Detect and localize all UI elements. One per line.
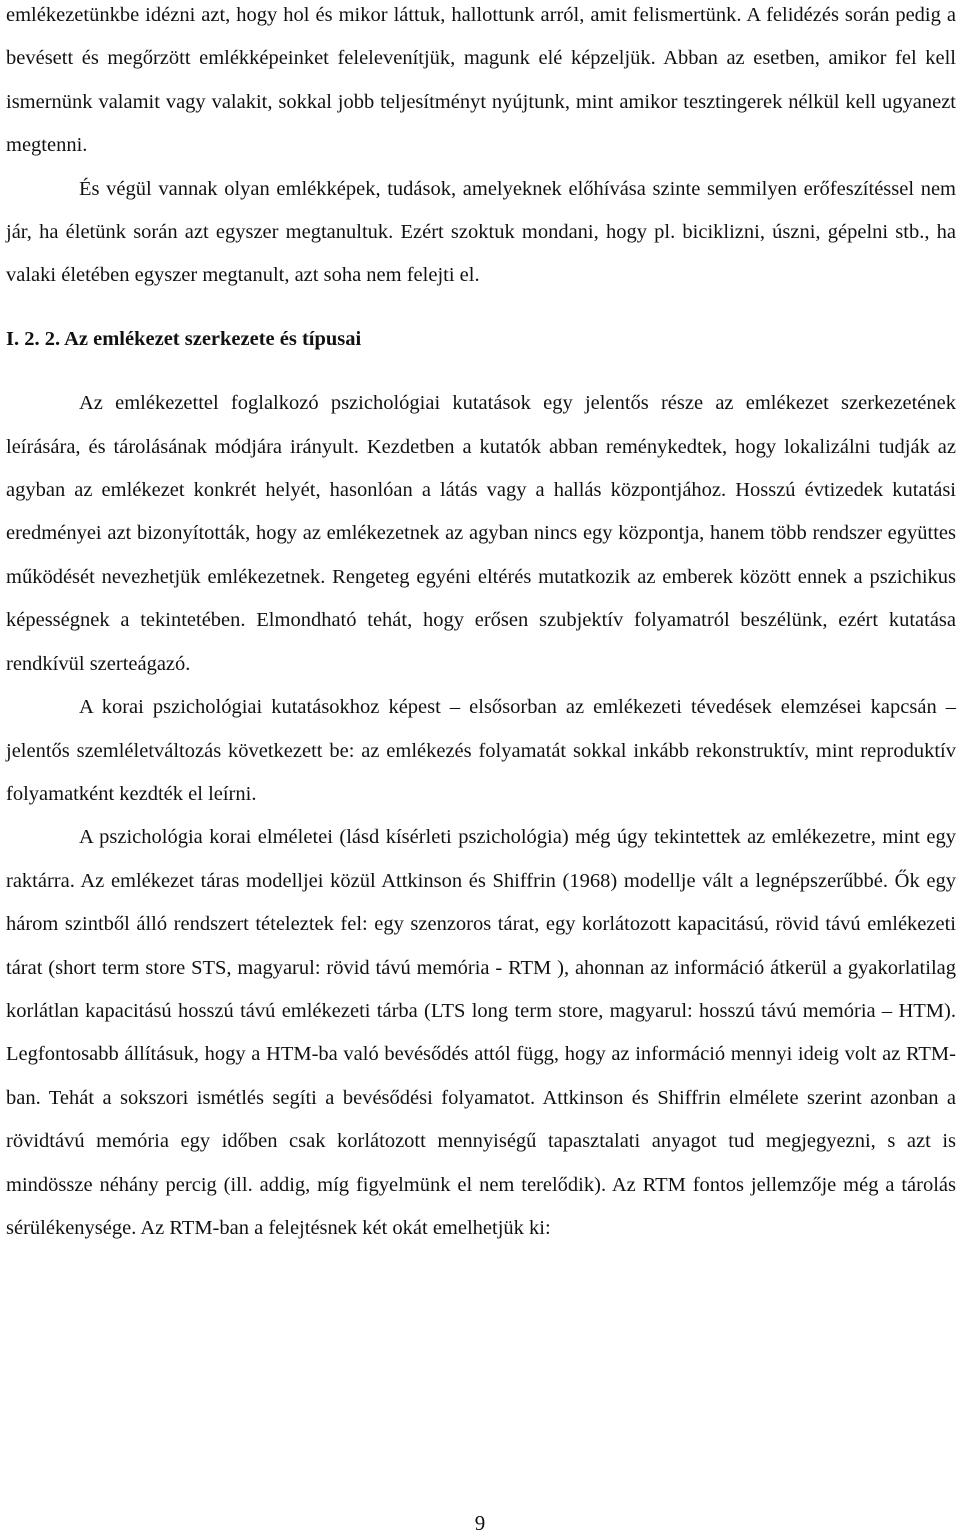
paragraph-recall-recognition: emlékezetünkbe idézni azt, hogy hol és mikor láttuk, hallottunk arról, amit felismertünk. A felidézés során pedig a bevésett és megőrzött emlékképeinket felelevenítjük, magunk elé képzeljük. Abban az esetben, amikor fel kell ismernünk valamit vagy valakit, sokkal jobb teljesítményt nyújtunk, mint amikor tesztingerek nélkül kell ugyanezt megtenni.	[6, 4, 956, 157]
paragraph-memory-structure: Az emlékezettel foglalkozó pszichológiai kutatások egy jelentős része az emlékezet szerkezetének leírására, és tárolásának módjára irányult. Kezdetben a kutatók abban reménykedtek, hogy lokalizálni tudják az agyban az emlékezet konkrét helyét, hasonlóan a látás vagy a hallás központjához. Hosszú évtizedek kutatási eredményei azt bizonyították, hogy az emlékezetnek az agyban nincs egy központja, hanem több rendszer együttes működését nevezhetjük emlékezetnek. Rengeteg egyéni eltérés mutatkozik az emberek között ennek a pszichikus képességnek a tekintetében. Elmondható tehát, hogy erősen szubjektív folyamatról beszélünk, ezért kutatása rendkívül szerteágazó.	[6, 392, 956, 675]
paragraph-store-models: A pszichológia korai elméletei (lásd kísérleti pszichológia) még úgy tekintettek az emlékezetre, mint egy raktárra. Az emlékezet táras modelljei közül Attkinson és Shiffrin (1968) modellje vált a legnépszerűbbé. Ők egy három szintből álló rendszert tételeztek fel: egy szenzoros tárat, egy korlátozott kapacitású, rövid távú emlékezeti tárat (short term store STS, magyarul: rövid távú memória - RTM ), ahonnan az információ átkerül a gyakorlatilag korlátlan kapacitású hosszú távú emlékezeti tárba (LTS long term store, magyarul: hosszú távú memória – HTM). Legfontosabb állításuk, hogy a HTM-ba való bevésődés attól függ, hogy az információ mennyi ideig volt az RTM-ban. Tehát a sokszori ismétlés segíti a bevésődési folyamatot. Attkinson és Shiffrin elmélete szerint azonban a rövidtávú memória egy időben csak korlátozott mennyiségű tapasztalati anyagot tud megjegyezni, s azt is mindössze néhány percig (ill. addig, míg figyelmünk el nem terelődik). Az RTM fontos jellemzője még a tárolás sérülékenysége. Az RTM-ban a felejtésnek két okát emelhetjük ki:	[6, 826, 956, 1239]
document-page	[6, 0, 956, 1250]
page-number: 9	[474, 1511, 486, 1535]
section-heading: I. 2. 2. Az emlékezet szerkezete és típusai	[6, 327, 362, 350]
paragraph-procedural-memory: És végül vannak olyan emlékképek, tudások, amelyeknek előhívása szinte semmilyen erőfeszítéssel nem jár, ha életünk során azt egyszer megtanultuk. Ezért szoktuk mondani, hogy pl. biciklizni, úszni, gépelni stb., ha valaki életében egyszer megtanult, azt soha nem felejti el.	[6, 177, 956, 287]
heading-spacer	[6, 361, 956, 382]
paragraph-reconstructive-memory: A korai pszichológiai kutatásokhoz képest – elsősorban az emlékezeti tévedések elemzései kapcsán – jelentős szemléletváltozás következett be: az emlékezés folyamatát sokkal inkább rekonstruktív, mint reproduktív folyamatként kezdték el leírni.	[6, 696, 956, 805]
